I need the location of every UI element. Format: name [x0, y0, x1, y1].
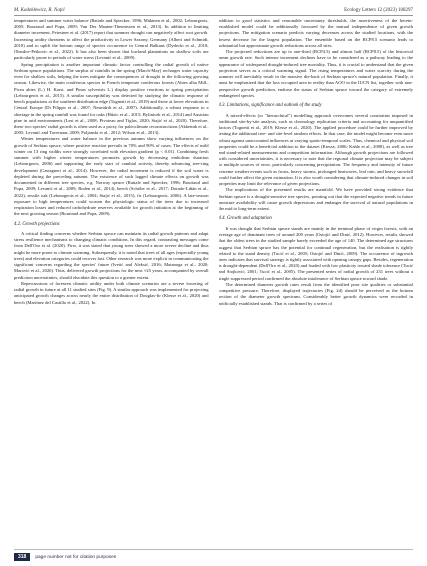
paragraph: It was thought that Serbian spruce stands are mainly in the terminal phase of virgin forests, with an average age of dominant trees of around 200 years (Ostojić and Dinić, 2012). However, results showed that the oldest trees in the studied sample barely exceeded the age of 140. The determined age structures suggest that Serbian spruce has the potential for continual regeneration, but the realisation is tightly related to the stand density (Tucić et al., 2005; Ostojić and Dinić, 2009). The occurrence of ingrowth trees indicates that survival strategy is tightly associated with opening canopy gaps. Besides, regeneration is drought-dependent (Dell'Oro et al., 2020) and loaded with low plasticity toward shade tolerance (Tucić and Stojković, 2001; Tucić et al., 2005). The presented series of radial growth of 231 trees without a single suppressed period confirmed the absolute intolerance of Serbian spruce toward shade. — [218, 225, 413, 281]
left-column — [14, 18, 209, 544]
page-number: 318 — [14, 553, 30, 561]
footer-note: page number not for citation purposes — [35, 554, 117, 560]
section-heading: 4.2. Growth projections — [14, 221, 60, 227]
running-header — [14, 5, 413, 15]
paragraph: addition to good statistics and reasonable uncertainty thresholds, the assertiveness of the herein-established model could be additionally favoured by the mutual independence of given growth projections. The mitigation scenario predicts varying decreases across the studied locations, with the lowest decrease for the largest population. The ensemble based on the RCP8.5 scenario leads to substantial but approximate growth reductions across all sites. — [218, 18, 413, 48]
body-columns — [14, 18, 413, 544]
paragraph: A critical finding concerns whether Serbian spruce can maintain its radial growth patterns and adapt stress resilience mechanisms to changing climatic conditions. In this regard, contrasting messages come from Dell'Oro et al. (2020). First, it was stated that young trees showed a more severe decline and thus might be more prone to climate warming. Subsequently, it is noted that trees of all ages (especially young trees) and elevation categories could recover fast. Other research was more explicit in communicating the significant concerns regarding the species' future (Ivetić and Aleksić, 2016; Matanoga et al., 2020; Marović et al., 2020). Thus, delivered growth projections for the next ≈25 years, accompanied by overall prediction uncertainties, should elucidate this question to a greater extent. — [14, 231, 209, 280]
header-divider — [14, 15, 413, 16]
header-authors: M. Kadekłewicz, R. Naţić — [14, 7, 65, 13]
paragraph: The projected reductions are up to one-third (RCP4.5) and almost half (RCP8.5) of the historical mean growth rate. Such intense increment declines have to be considered as a pathway leading to the appearance of widespread drought-induced tree mortality. Thus, it is crucial to understand that the given projection serves as a critical warming signal. The rising temperatures and water scarcity during the summer will inevitably result in the massive die-back of Serbian spruce's natural population. Finally, it must be emphasized that the loss occupied area in reality than AOO in the IUCN list, together with non-perspective growth prediction, endorse the status of Serbian spruce toward the category of extremely endangered species. — [218, 49, 413, 98]
paragraph: temperatures and summer water balance (Ratiale and Spiecker, 1996; Mäkinen et al., 2002; Lebourgeois, 2005; Bouriaud and Popa, 2009; Van Der Maaten-Theunissen et al., 2013). In addition to limiting diameter increment, Feiestner et al. (2017) report that summer drought can negatively affect root growth. Increasing aridity threatens to affect the productivity in Lower Saxony, Germany (Albert and Schmidt, 2010) and to uplift the bottom range of species occurrence in Central Balkans (Dydecki et al., 2018; Obrsdov-Petkovic et al., 2022). It has also been shown that lowland plantations on shallow soils are particularly prone to periods of water stress (Levanić et al., 2009). — [14, 18, 209, 61]
paragraph: The implications of the presented results are manifold. We have provided strong evidence that Serbian spruce is a drought-sensitive tree species, pointing out that the expected negative trends in future moisture availability will cause growth depressions and endanger the survival of natural populations in the mid to long-term extent. — [218, 187, 413, 212]
paragraph: A mixed-effects (or "hierarchical") modelling approach overcomes several constraints imposed in traditional site-by-site analysis, such as chronology replication criteria and accounting for unquantified factors (Tognetti et al., 2019; Klesse et al., 2020). The applied procedure could be further improved by testing the additional tree- and site-level random effects. In that case, the model might become even more robust against unaccounted influences at varying spatio-temporal scales. Thus, chemical and physical soil properties could be a beneficial addition to the dataset (Kiesse, 2006; Kahle et al., 2008), as well as tree and stand-related measurements and competition information. Although growth projections are followed with considered uncertainties, it is necessary to note that the regional climate projection may be subject to multiple sources of error, particularly concerning precipitation. The frequency and intensity of future extreme weather events such as frosts, heavy storms, prolonged heatwaves, leaf rain, and heavy snowfall could further affect the given estimation. It is also worth considering that climate-induced changes in soil properties may limit the relevance of given projections. — [218, 112, 413, 187]
section-heading: 4.3. Limitations, significance and outlook of the study — [218, 103, 322, 109]
header-journal: Ecology Letters 12 (2023) 108297 — [344, 7, 413, 13]
paragraph: Winter temperatures and water balance in the previous autumn show varying influences on the growth of Serbian spruce, where positive reaction prevails in 70% and 90% of cases. The effects of mild winter on 13 ring widths were strongly correlated with elevation gradient (p < 0.01). Combining fresh summer with higher winter temperatures promotes growth by decreasing embolism duration (Lebourgeois, 2006) and supporting the early start of cambial activity, thereby advancing tree-ring development (Castagneri et al., 2014). However, the radial increment is reduced if the soil water is depleted during the preceding autumn. The existence of such lagged climate effects on growth was documented in different tree species, e.g. Norway spruce (Ratiale and Spiecker, 1996; Bouriaud and Popa, 2009; Levanić et al., 2009; Boden et al., 2014), beech (Schöler et al., 2017; Dorado-Liñán et al., 2022), sessile oak (Lebourgeois et al., 2004; Stajić et al., 2015), fir (Lebourgeois, 2006). A late-season exposure to high temperatures could worsen the physiologic status of the trees due to increased respiration losses and reduced carbohydrate reserves available for growth initiation at the beginning of the next growing season (Bouriaud and Popa, 2009). — [14, 136, 209, 217]
paragraph: Spring precipitation is another important climatic factor controlling the radial growth of native Serbian spruce populations. The surplus of rainfalls in the spring (March-May) recharges water capacity even for shallow soils, helping the trees mitigate the consequences of drought in the following growing season. Likewise, the main coniferous species in French temperate coniferous forests (Abies alba Mill., Picea abies (L.) H. Karst. and Pinus sylvestris L.) display positive reactions to spring precipitation (Lebourgeois et al., 2013). A similar susceptibility was detected by studying the climatic response of beech populations at the southern distribution edge (Tognetti et al., 2019) and those at lower elevations in Central Europe (Di Filippo et al., 2007; Nesnidrilt et al., 2007). Additionally, a robust response to a shortage in the spring rainfall was found for oaks (Húzic et al., 2015; Bylinicek et al., 2014) and Austrian pine in arid environments (Lesi et al., 2008; Pivoteau and Tiglas, 2020; Stajić et al., 2020). Therefore, these two species' radial growth is often used as a proxy for paleoclimate reconstructions (Akkemik et al., 2005; Levanić and Tavernaar, 2009; Poljanski et al., 2012; Wilson et al., 2013). — [14, 61, 209, 136]
right-column — [219, 18, 414, 544]
paragraph: Repercussions of foreseen climatic aridity under both climate scenarios are a severe lowering of radial growth in future at all 11 studied sites (Fig. 9). A similar approach was implemented for projecting anticipated growth changes across nearly the entire distribution of Douglas-fir (Klesse et al., 2020) and beech (Martínez del Castillo et al., 2022). In — [14, 280, 209, 305]
paragraph: The determined diameter growth rates result from the identified poor site qualities or substantial competitive pressure. Therefore, displayed trajectories (Fig. 2d) should be perceived as the bottom section of the diameter growth spectrum. Considerably better growth dynamics were recorded in artificially established stands. That is confirmed by a series of — [218, 281, 413, 306]
page-footer — [0, 548, 427, 566]
section-heading: 4.4. Growth and adaptation — [218, 216, 272, 222]
